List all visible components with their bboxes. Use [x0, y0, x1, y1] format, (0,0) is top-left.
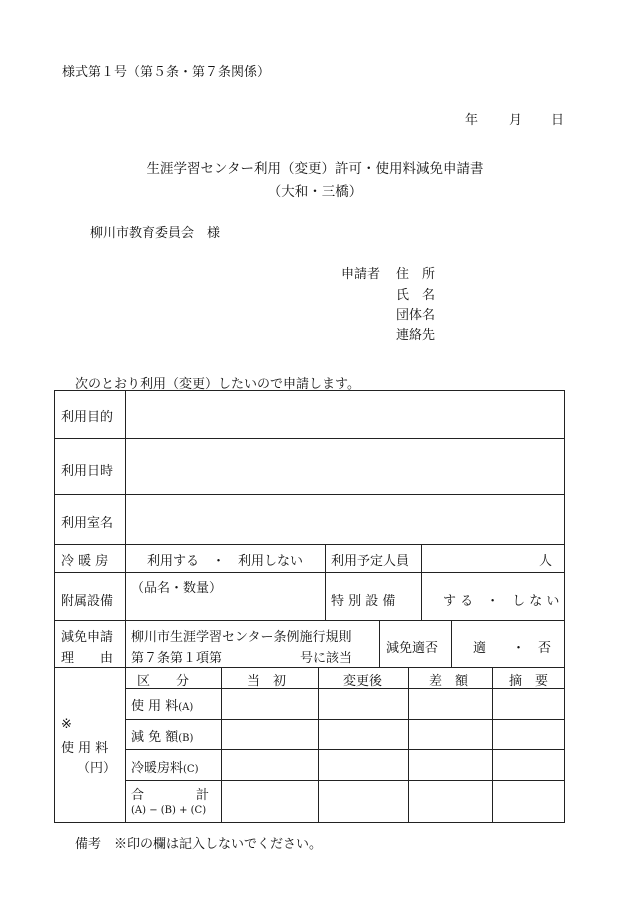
special-equipment-choice: す る ・ し な い — [443, 594, 560, 609]
fee-mark: ※ — [61, 717, 72, 732]
equipment-hint: （品名・数量） — [131, 581, 223, 596]
regulation-text: 柳川市生涯学習センター条例施行規則 — [131, 630, 352, 645]
intro-text: 次のとおり利用（変更）したいので申請します。 — [75, 377, 360, 392]
people-unit: 人 — [539, 554, 553, 569]
applicant-address-label: 住 所 — [396, 267, 436, 282]
fee-header-category: 区 分 — [137, 674, 190, 689]
exemption-applicable-label: 減免適否 — [386, 641, 439, 656]
applicant-contact-label: 連絡先 — [396, 328, 436, 343]
fee-row-label — [131, 695, 193, 714]
applicable-choice: 適 ・ 否 — [473, 641, 552, 656]
expected-people-label: 利用予定人員 — [331, 554, 410, 569]
row-label-room: 利用室名 — [61, 516, 114, 531]
date-month: 月 — [509, 113, 523, 128]
fee-row-suffix: (A) — [178, 702, 194, 713]
fee-row-name: 使 用 料 — [131, 699, 179, 714]
fee-total-label: 合 計 — [131, 788, 210, 803]
form-id: 様式第１号（第５条・第７条関係） — [62, 65, 271, 80]
applicant-name-label: 氏 名 — [396, 288, 436, 303]
document-title: 生涯学習センター利用（変更）許可・使用料減免申請書 — [146, 161, 484, 177]
fee-label: 使 用 料 — [61, 741, 109, 756]
fee-row-name: 減 免 額 — [131, 730, 179, 745]
exemption-reason-label-2: 理 由 — [61, 651, 114, 666]
document-subtitle: （大和・三橋） — [267, 184, 363, 200]
fee-header-remarks: 摘 要 — [509, 674, 549, 689]
fee-total-formula: (A) − (B) + (C) — [131, 805, 207, 816]
special-equipment-label: 特 別 設 備 — [331, 594, 396, 609]
applicant-group-label: 団体名 — [396, 308, 436, 323]
footnote: 備考 ※印の欄は記入しないでください。 — [75, 837, 323, 852]
heating-choice: 利用する ・ 利用しない — [147, 554, 304, 569]
regulation-clause: 第７条第１項第 号に該当 — [131, 651, 353, 666]
row-label-equipment: 附属設備 — [61, 594, 114, 609]
fee-row-suffix: (B) — [178, 733, 194, 744]
row-label-purpose: 利用目的 — [61, 410, 114, 425]
exemption-reason-label: 減免申請 — [61, 630, 114, 645]
fee-unit: （円） — [77, 761, 117, 776]
applicant-label: 申請者 — [341, 267, 381, 282]
row-label-heating: 冷 暖 房 — [61, 554, 109, 569]
row-label-datetime: 利用日時 — [61, 464, 114, 479]
fee-row-name: 冷暖房料 — [131, 761, 184, 776]
fee-header-changed: 変更後 — [343, 674, 383, 689]
fee-row-suffix: (C) — [183, 764, 199, 775]
application-table — [54, 390, 565, 823]
date-year: 年 — [465, 113, 479, 128]
fee-header-initial: 当 初 — [247, 674, 287, 689]
addressee: 柳川市教育委員会 様 — [90, 226, 221, 241]
fee-row-label — [131, 726, 193, 745]
date-day: 日 — [551, 113, 565, 128]
fee-header-difference: 差 額 — [429, 674, 469, 689]
fee-row-label — [131, 757, 198, 776]
